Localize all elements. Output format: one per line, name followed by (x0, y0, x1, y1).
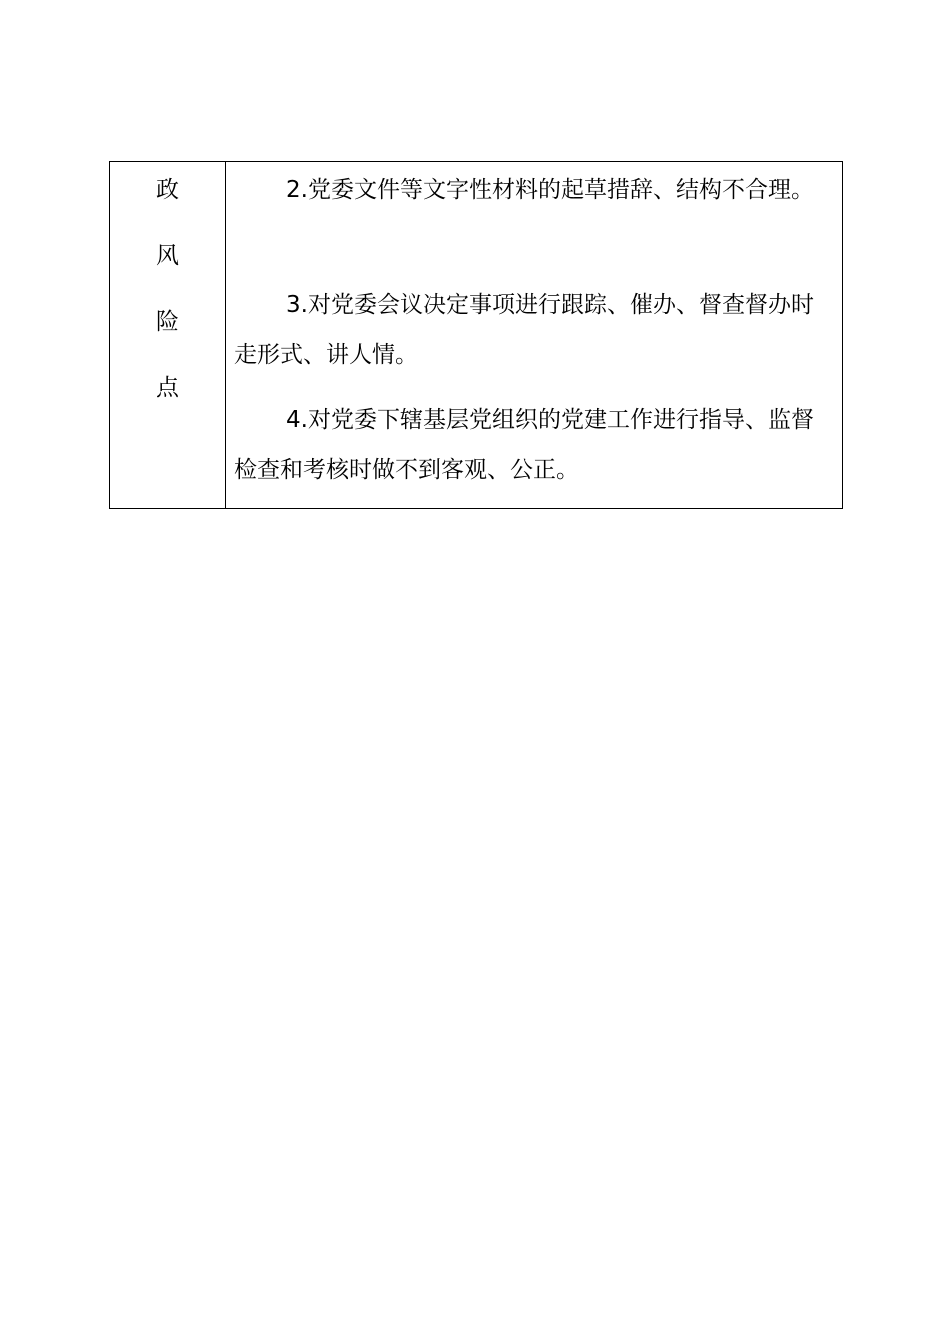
risk-item-3: 3.对党委会议决定事项进行跟踪、催办、督查督办时走形式、讲人情。 (234, 292, 814, 368)
label-char: 险 (156, 309, 179, 335)
risk-item-4: 4.对党委下辖基层党组织的党建工作进行指导、监督检查和考核时做不到客观、公正。 (234, 407, 814, 483)
risk-content-cell (226, 162, 842, 508)
label-char: 政 (156, 177, 179, 203)
risk-label-cell (110, 162, 226, 508)
risk-item-2: 2.党委文件等文字性材料的起草措辞、结构不合理。 (286, 177, 814, 203)
label-char: 点 (156, 375, 179, 401)
risk-table (109, 161, 843, 509)
label-char: 风 (156, 243, 179, 269)
